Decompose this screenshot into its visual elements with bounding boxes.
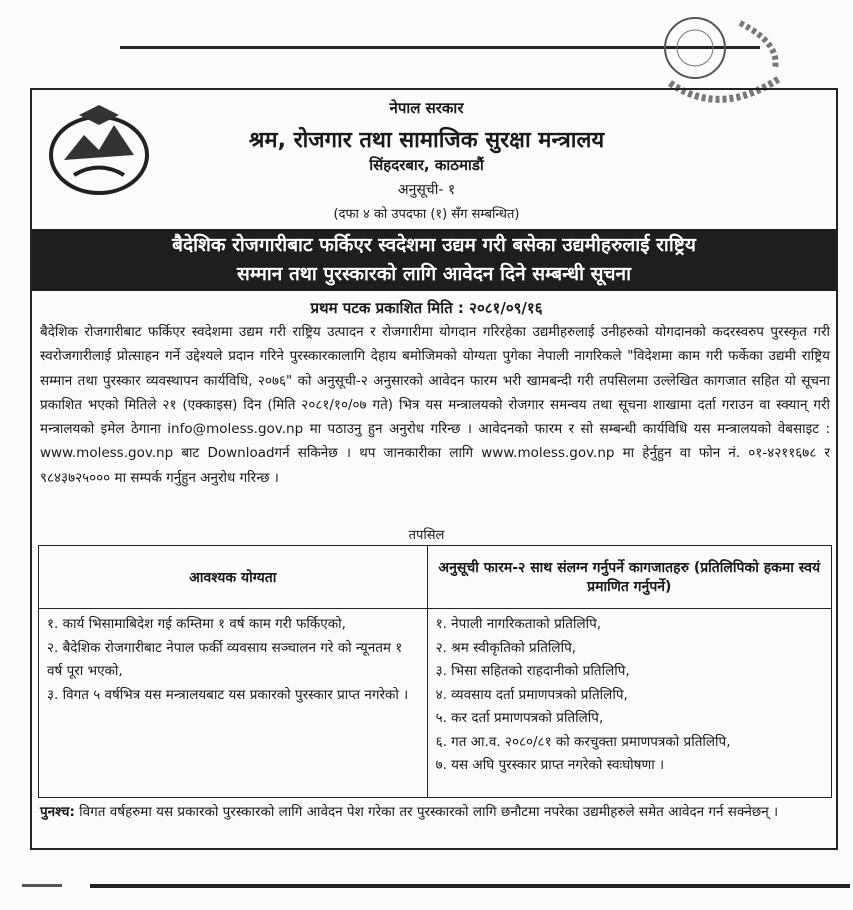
published-date: प्रथम पटक प्रकाशित मिति : २०८१/०९/१६ bbox=[310, 299, 543, 317]
list-item: ६. गत आ.व. २०८०/८१ को करचुक्ता प्रमाणपत्रको प्रतिलिपि, bbox=[435, 733, 731, 750]
clause-reference: (दफा ४ को उपदफा (१) सँग सम्बन्धित) bbox=[333, 207, 520, 222]
details-heading: तपसिल bbox=[408, 528, 445, 543]
postscript-note bbox=[40, 800, 830, 824]
table-row bbox=[39, 609, 832, 798]
postscript-text: विगत वर्षहरुमा यस प्रकारको पुरस्कारको लागि आवेदन पेश गरेका तर पुरस्कारको लागि छनौटमा नपरेका उद्यमीहरुले समेत आवेदन गर्न सक्नेछन् । bbox=[74, 804, 779, 820]
title-line-1: बैदेशिक रोजगारीबाट फर्किएर स्वदेशमा उद्यम गरी बसेका उद्यमीहरुलाई राष्ट्रिय bbox=[172, 234, 696, 256]
bottom-rule bbox=[90, 884, 850, 888]
postscript-label: पुनश्च: bbox=[40, 804, 75, 820]
col-documents-header: अनुसूची फारम-२ साथ संलग्न गर्नुपर्ने कागजातहरु (प्रतिलिपिको हकमा स्वयं प्रमाणित गर्नुपर्ने) bbox=[427, 546, 831, 609]
table-header-row bbox=[39, 546, 832, 609]
list-item: ४. व्यवसाय दर्ता प्रमाणपत्रको प्रतिलिपि, bbox=[435, 686, 628, 703]
ministry-address: सिंहदरबार, काठमाडौं bbox=[369, 156, 484, 174]
government-name: नेपाल सरकार bbox=[389, 99, 464, 117]
list-item: ३. भिसा सहितको राहदानीको प्रतिलिपि, bbox=[435, 663, 630, 679]
list-item: २. बैदेशिक रोजगारीबाट नेपाल फर्की व्यवसाय सञ्चालन गरे को न्यूनतम १ वर्ष पूरा भएको, bbox=[47, 639, 403, 679]
list-item: २. श्रम स्वीकृतिको प्रतिलिपि, bbox=[435, 639, 577, 656]
notice-body: बैदेशिक रोजगारीबाट फर्किएर स्वदेशमा उद्यम गरी राष्ट्रिय उत्पादन र रोजगारीमा योगदान गरिरहेका उद्यमीहरुलाई उनीहरुको योगदानको कदरस्वरुप पुरस्कृत गरी स्वरोजगारीलाई प्रोत्साहन गर्ने उद्देश्यले प्रदान गरिने पुरस्कारकालागि देहाय बमोजिमको योग्यता पुगेका नेपाली नागरिकले "विदेशमा काम गरी फर्केका उद्यमी राष्ट्रिय सम्मान तथा पुरस्कार व्यवस्थापन कार्यविधि, २०७६" को अनुसूची-२ अनुसारको आवेदन फारम भरी खामबन्दी गरी तपसिलमा उल्लेखित कागजात सहित यो सूचना प्रकाशित भएको मितिले २१ (एक्काइस) दिन (मिति २०८१/१०/०७ गते) भित्र यस मन्त्रालयको रोजगार समन्वय तथा सूचना शाखामा दर्ता गराउन वा स्क्यान् गरी मन्त्रालयको इमेल ठेगाना info@moless.gov.np मा पठाउनु हुन अनुरोध गरिन्छ । आवेदनको फारम र सो सम्बन्धी कार्यविधि यस मन्त्रालयको वेबसाइट : www.moless.gov.np बाट Downloadगर्न सकिनेछ । थप जानकारीका लागि www.moless.gov.np मा हेर्नुहुन वा फोन नं. ०१-४२११६७८ र ९८४३७२५००० मा सम्पर्क गर्नुहुन अनुरोध गरिन्छ । bbox=[40, 324, 830, 486]
requirements-table bbox=[38, 545, 832, 798]
list-item: ३. विगत ५ वर्षभित्र यस मन्त्रालयबाट यस प्रकारको पुरस्कार प्राप्त नगरेको । bbox=[47, 686, 409, 703]
list-item: १. कार्य भिसामाबिदेश गई कम्तिमा १ वर्ष काम गरी फर्किएको, bbox=[47, 616, 346, 632]
title-line-2: सम्मान तथा पुरस्कारको लागि आवेदन दिने सम्बन्धी सूचना bbox=[236, 263, 631, 285]
documents-list bbox=[427, 609, 831, 798]
eligibility-list bbox=[39, 609, 428, 798]
ministry-name: श्रम, रोजगार तथा सामाजिक सुरक्षा मन्त्रालय bbox=[248, 128, 605, 153]
schedule-label: अनुसूची- १ bbox=[397, 182, 456, 198]
list-item: १. नेपाली नागरिकताको प्रतिलिपि, bbox=[435, 616, 602, 632]
col-eligibility-header: आवश्यक योग्यता bbox=[39, 546, 428, 609]
list-item: ५. कर दर्ता प्रमाणपत्रको प्रतिलिपि, bbox=[435, 710, 604, 726]
bottom-rule-left bbox=[22, 884, 62, 887]
notice-title-banner bbox=[32, 229, 836, 291]
list-item: ७. यस अघि पुरस्कार प्राप्त नगरेको स्वःघोषणा । bbox=[435, 757, 665, 773]
